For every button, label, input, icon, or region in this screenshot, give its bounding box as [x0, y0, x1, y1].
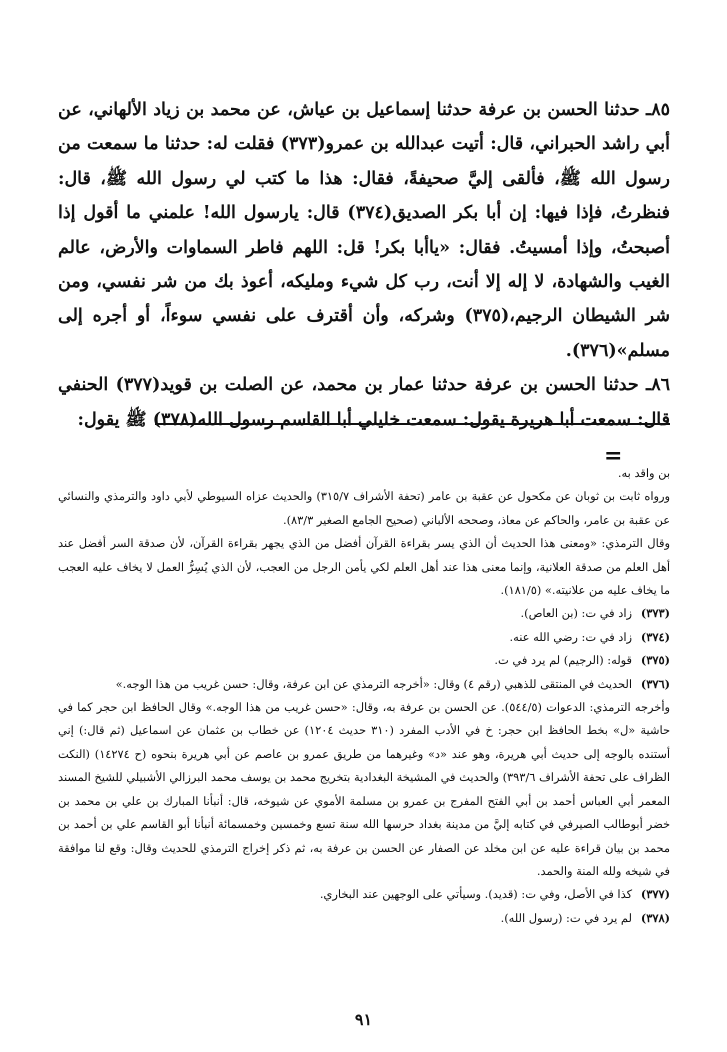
footnote-text: لم يرد في ت: (رسول الله).: [500, 910, 632, 925]
footnote-text: زاد في ت: (بن العاص).: [520, 606, 632, 621]
footnote-374: [58, 626, 670, 649]
footnote-continued-3: وقال الترمذي: «ومعنى هذا الحديث أن الذي يسر بقراءة القرآن أفضل من الذي يجهر بقراءة القرآن، لأن صدقة السر أفضل عند أهل العلم من صدقة العلانية، وإنما معنى هذا عند أهل العلم لكي يأمن الرجل من العجب، لأن الذي يُسِرُّ العمل لا يخاف عليه العجب ما يخاف عليه من علانيته.» (١٨١/٥).: [58, 536, 670, 598]
footnote-number: (٣٧٥): [640, 653, 670, 668]
footnote-373: [58, 602, 670, 625]
footnote-number: (٣٧٣): [640, 606, 670, 621]
footnote-377: [58, 883, 670, 906]
footnote-376-continued: وأخرجه الترمذي: الدعوات (٥٤٤/٥). عن الحسن بن عرفة به، وقال: «حسن غريب من هذا الوجه.» وقال الحافظ ابن حجر كما في حاشية «ل» بخط الحافظ ابن حجر: خ في الأدب المفرد (٣١٠ حديث ١٢٠٤) عن خطاب بن عثمان عن اسماعيل (ثم قال:) إني أستنده بالوجه إلى حديث أبي هريرة، وهو عند «د» وغيرهما من طريق عمرو بن عاصم عن أبي هريرة بنحوه (ح ١٤٢٧٤) (النكت الظراف على تحفة الأشراف ٣٩٣/٦) والحديث في المشيخة البغدادية بتخريج محمد بن يوسف محمد البرزالي الأشبيلي للشيخ المسند المعمر أبي العباس أحمد بن أبي الفتح المفرج بن عمرو بن مسلمة الأموي عن شيوخه، قال: أنبأنا المبارك بن علي بن محمد بن خضر أبوطالب الصيرفي في كتابه إليَّ من مدينة بغداد حرسها الله سنة تسع وخمسين وخمسمائة أنبأنا أبو القاسم علي بن أحمد بن محمد بن بيان قراءة عليه عن ابن مخلد عن الصفار عن الحسن بن عرفة به، ثم ذكر إخراج الترمذي للحديث وقال: وقع لنا موافقة في شيخه ولله المنة والحمد.: [58, 700, 670, 878]
hadith-86: ٨٦ـ حدثنا الحسن بن عرفة حدثنا عمار بن محمد، عن الصلت بن قويد(٣٧٧) الحنفي قال: سمعت أبا هريرة يقول: سمعت خليلي أبا القاسم رسول الله(٣٧٨) ﷺ يقول:: [58, 375, 670, 430]
footnote-378: [58, 907, 670, 930]
footnote-number: (٣٧٨): [640, 910, 670, 925]
main-text: [58, 93, 670, 437]
footnote-number: (٣٧٦): [640, 676, 670, 691]
footnote-text: الحديث في المنتقى للذهبي (رقم ٤) وقال: «أخرجه الترمذي عن ابن عرفة، وقال: حسن غريب من هذا الوجه.»: [115, 676, 632, 691]
footnote-375: [58, 649, 670, 672]
hadith-85: ٨٥ـ حدثنا الحسن بن عرفة حدثنا إسماعيل بن عياش، عن محمد بن زياد الألهاني، عن أبي راشد الحبراني، قال: أتيت عبدالله بن عمرو(٣٧٣) فقلت له: حدثنا ما سمعت من رسول الله ﷺ، فألقى إليَّ صحيفةً، فقال: هذا ما كتب لي رسول الله ﷺ، قال: فنظرتُ، فإذا فيها: إن أبا بكر الصديق(٣٧٤) قال: يارسول الله! علمني ما أقول إذا أصبحتُ، وإذا أمسيتُ. فقال: «ياأبا بكر! قل: اللهم فاطر السماوات والأرض، عالم الغيب والشهادة، لا إله إلا أنت، رب كل شيء ومليكه، أعوذ بك من شر نفسي، ومن شر الشيطان الرجيم،(٣٧٥) وشركه، وأن أقترف على نفسي سوءاً، أو أجره إلى مسلم»(٣٧٦).: [58, 100, 670, 361]
footnote-continued-1: بن واقد به.: [617, 466, 670, 480]
footnote-text: زاد في ت: رضي الله عنه.: [509, 629, 632, 644]
footnote-continued-2: ورواه ثابت بن ثوبان عن مكحول عن عقبة بن عامر (تحفة الأشراف ٣١٥/٧) والحديث عزاه السيوطي لأبي داود والترمذي والنسائي عن عقبة بن عامر، والحاكم عن معاذ، وصححه الألباني (صحيح الجامع الصغير ٨٣/٣).: [58, 489, 670, 527]
footnotes: [58, 462, 670, 930]
footnote-separator: [155, 423, 670, 425]
footnote-number: (٣٧٤): [640, 629, 670, 644]
footnote-376: [58, 673, 670, 696]
footnote-number: (٣٧٧): [640, 887, 670, 902]
footnote-text: كذا في الأصل، وفي ت: (قديد). وسيأتي على الوجهين عند البخاري.: [319, 887, 632, 902]
footnote-text: قوله: (الرجيم) لم يرد في ت.: [494, 653, 632, 668]
continuation-mark: =: [604, 443, 623, 469]
page-number: ٩١: [354, 1010, 373, 1029]
